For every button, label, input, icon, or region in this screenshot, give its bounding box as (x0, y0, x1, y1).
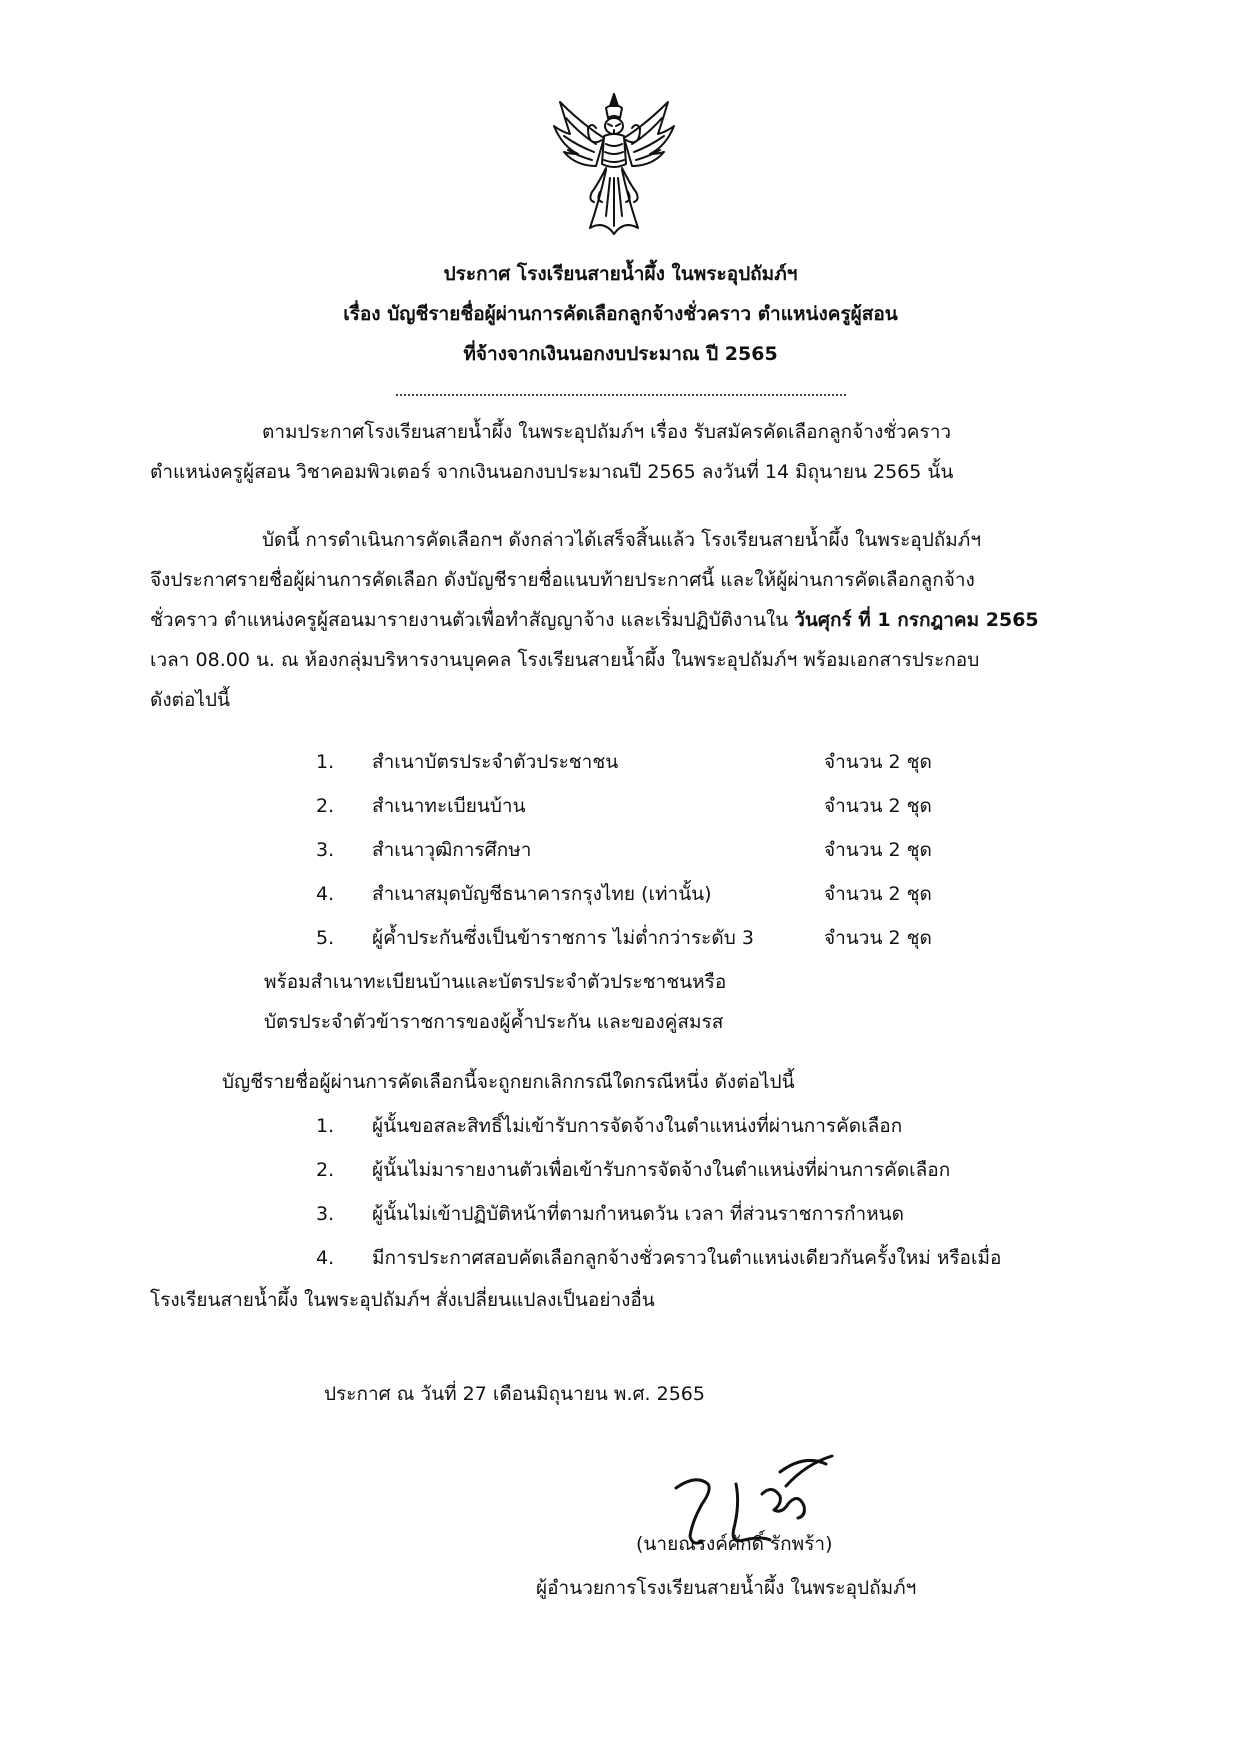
document-qty: จำนวน 2 ชุด (824, 795, 932, 817)
document-item (316, 830, 932, 870)
document-text: ผู้ค้ำประกันซึ่งเป็นข้าราชการ ไม่ต่ำกว่าระดับ 3 (372, 927, 754, 949)
document-number: 2. (316, 795, 335, 817)
condition-number: 3. (316, 1203, 335, 1225)
condition-4-continuation-text: โรงเรียนสายน้ำผึ้ง ในพระอุปถัมภ์ฯ สั่งเปลี่ยนแปลงเป็นอย่างอื่น (150, 1289, 655, 1311)
condition-text: ผู้นั้นไม่มารายงานตัวเพื่อเข้ารับการจัดจ้างในตำแหน่งที่ผ่านการคัดเลือก (372, 1159, 951, 1181)
signatory-title: ผู้อำนวยการโรงเรียนสายน้ำผึ้ง ในพระอุปถัมภ์ฯ (536, 1577, 917, 1599)
document-qty: จำนวน 2 ชุด (824, 927, 932, 949)
p1-line-1: ตามประกาศโรงเรียนสายน้ำผึ้ง ในพระอุปถัมภ์ฯ เรื่อง รับสมัครคัดเลือกลูกจ้างชั่วคราว (262, 421, 952, 443)
document-number: 1. (316, 751, 335, 773)
announce-date (324, 1374, 705, 1414)
p1-line-2: ตำแหน่งครูผู้สอน วิชาคอมพิวเตอร์ จากเงินนอกงบประมาณปี 2565 ลงวันที่ 14 มิถุนายน 2565 นั้น (150, 461, 954, 483)
announce-date-text: ประกาศ ณ วันที่ 27 เดือนมิถุนายน พ.ศ. 2565 (324, 1383, 705, 1405)
condition-number: 1. (316, 1115, 335, 1137)
condition-text: มีการประกาศสอบคัดเลือกลูกจ้างชั่วคราวในตำแหน่งเดียวกันครั้งใหม่ หรือเมื่อ (372, 1247, 1002, 1269)
condition-item (316, 1238, 1001, 1278)
condition-item (316, 1150, 950, 1190)
p2-line-5: ดังต่อไปนี้ (150, 689, 230, 711)
document-text: สำเนาสมุดบัญชีธนาคารกรุงไทย (เท่านั้น) (372, 883, 712, 905)
document-text: สำเนาบัตรประจำตัวประชาชน (372, 751, 619, 773)
p2-line-3 (150, 600, 1090, 640)
signatory-name: (นายณรงค์ศักดิ์ รักพร้า) (636, 1533, 833, 1555)
condition-item (316, 1194, 904, 1234)
document-item (316, 874, 932, 914)
paragraph-1 (150, 412, 1090, 492)
announcement-title (0, 254, 1241, 374)
title-line-2: เรื่อง บัญชีรายชื่อผู้ผ่านการคัดเลือกลูกจ้างชั่วคราว ตำแหน่งครูผู้สอน (343, 303, 898, 325)
document-qty: จำนวน 2 ชุด (824, 883, 932, 905)
cancel-intro-text: บัญชีรายชื่อผู้ผ่านการคัดเลือกนี้จะถูกยกเลิกกรณีใดกรณีหนึ่ง ดังต่อไปนี้ (222, 1071, 795, 1093)
p2-line-4: เวลา 08.00 น. ณ ห้องกลุ่มบริหารงานบุคคล โรงเรียนสายน้ำผึ้ง ในพระอุปถัมภ์ฯ พร้อมเอกสารประกอบ (150, 649, 980, 671)
cancel-intro (222, 1062, 795, 1102)
document-item (316, 918, 932, 958)
document-text: สำเนาทะเบียนบ้าน (372, 795, 526, 817)
condition-4-continuation (150, 1280, 655, 1320)
document-text: สำเนาวุฒิการศึกษา (372, 839, 532, 861)
title-line-1: ประกาศ โรงเรียนสายน้ำผึ้ง ในพระอุปถัมภ์ฯ (443, 263, 798, 285)
p2-line-2: จึงประกาศรายชื่อผู้ผ่านการคัดเลือก ดังบัญชีรายชื่อแนบท้ายประกาศนี้ และให้ผู้ผ่านการคัดเลือกลูกจ้าง (150, 569, 975, 591)
document-number: 3. (316, 839, 335, 861)
p2-line-3-text: ชั่วคราว ตำแหน่งครูผู้สอนมารายงานตัวเพื่อทำสัญญาจ้าง และเริ่มปฏิบัติงานใน (150, 609, 795, 631)
condition-text: ผู้นั้นขอสละสิทธิ์ไม่เข้ารับการจัดจ้างในตำแหน่งที่ผ่านการคัดเลือก (372, 1115, 903, 1137)
title-line-3: ที่จ้างจากเงินนอกงบประมาณ ปี 2565 (463, 343, 778, 365)
condition-item (316, 1106, 902, 1146)
p2-line-1: บัดนี้ การดำเนินการคัดเลือกฯ ดังกล่าวได้เสร็จสิ้นแล้ว โรงเรียนสายน้ำผึ้ง ในพระอุปถัมภ์ฯ (262, 529, 981, 551)
document-item (316, 742, 932, 782)
condition-number: 2. (316, 1159, 335, 1181)
guarantor-note (264, 962, 726, 1042)
document-number: 5. (316, 927, 335, 949)
garuda-emblem-icon (548, 88, 680, 238)
dotted-separator (396, 394, 846, 396)
condition-number: 4. (316, 1247, 335, 1269)
guarantor-note-line-1: พร้อมสำเนาทะเบียนบ้านและบัตรประจำตัวประชาชนหรือ (264, 971, 727, 993)
document-item (316, 786, 932, 826)
start-date-emphasis: วันศุกร์ ที่ 1 กรกฎาคม 2565 (794, 609, 1039, 631)
document-qty: จำนวน 2 ชุด (824, 839, 932, 861)
document-qty: จำนวน 2 ชุด (824, 751, 932, 773)
paragraph-2 (150, 520, 1090, 720)
condition-text: ผู้นั้นไม่เข้าปฏิบัติหน้าที่ตามกำหนดวัน เวลา ที่ส่วนราชการกำหนด (372, 1203, 904, 1225)
guarantor-note-line-2: บัตรประจำตัวข้าราชการของผู้ค้ำประกัน และของคู่สมรส (264, 1011, 724, 1033)
document-number: 4. (316, 883, 335, 905)
